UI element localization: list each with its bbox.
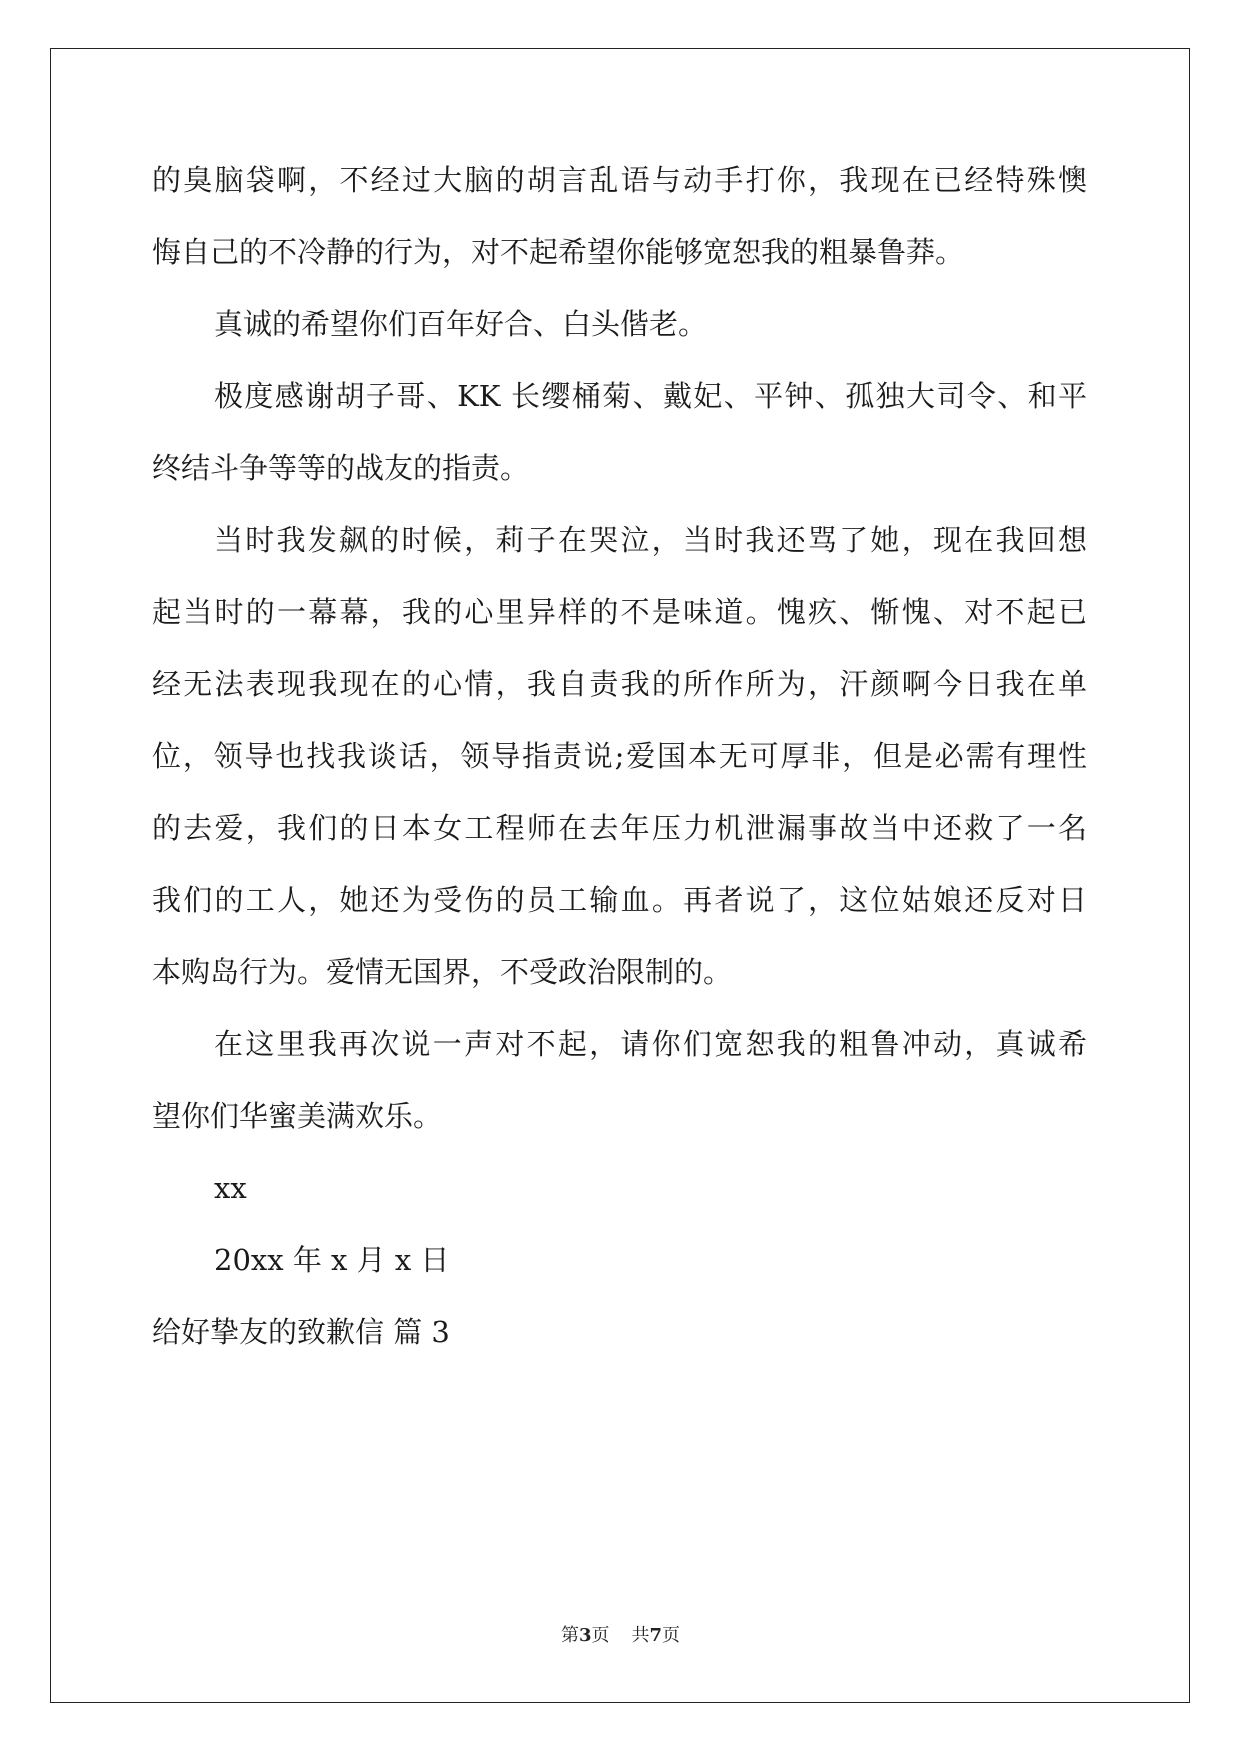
paragraph-5-line-1: 在这里我再次说一声对不起，请你们宽恕我的粗鲁冲动，真诚希 <box>214 1027 1087 1061</box>
footer-page-prefix: 第 <box>560 1625 579 1646</box>
paragraph-4-line-4: 位，领导也找我谈话，领导指责说;爱国本无可厚非，但是必需有理性 <box>152 739 1087 773</box>
paragraph-4-line-6: 我们的工人，她还为受伤的员工输血。再者说了，这位姑娘还反对日 <box>152 883 1087 917</box>
footer-page-suffix: 页 <box>591 1625 610 1646</box>
page-footer <box>0 1621 1241 1647</box>
paragraph-4-line-7: 本购岛行为。爱情无国界，不受政治限制的。 <box>152 955 733 989</box>
paragraph-3-line-2: 终结斗争等等的战友的指责。 <box>152 451 530 485</box>
section-heading: 给好挚友的致歉信 篇 3 <box>152 1315 450 1349</box>
paragraph-4-line-1: 当时我发飙的时候，莉子在哭泣，当时我还骂了她，现在我回想 <box>214 523 1087 557</box>
page-border <box>50 48 1190 1703</box>
paragraph-3-line-1: 极度感谢胡子哥、KK 长缨桶菊、戴妃、平钟、孤独大司令、和平 <box>214 379 1087 413</box>
paragraph-4-line-2: 起当时的一幕幕，我的心里异样的不是味道。愧疚、惭愧、对不起已 <box>152 595 1087 629</box>
paragraph-5-line-2: 望你们华蜜美满欢乐。 <box>152 1099 443 1133</box>
paragraph-1-line-2: 悔自己的不冷静的行为，对不起希望你能够宽恕我的粗暴鲁莽。 <box>152 235 965 269</box>
paragraph-4-line-3: 经无法表现我现在的心情，我自责我的所作所为，汗颜啊今日我在单 <box>152 667 1087 701</box>
paragraph-4-line-5: 的去爱，我们的日本女工程师在去年压力机泄漏事故当中还救了一名 <box>152 811 1087 845</box>
footer-total-number: 7 <box>649 1625 663 1646</box>
signature: xx <box>214 1171 247 1205</box>
paragraph-2-line-1: 真诚的希望你们百年好合、白头偕老。 <box>214 307 708 341</box>
paragraph-1-line-1: 的臭脑袋啊，不经过大脑的胡言乱语与动手打你，我现在已经特殊懊 <box>152 163 1087 197</box>
letter-date: 20xx 年 x 月 x 日 <box>214 1243 450 1277</box>
footer-total-prefix: 共 <box>631 1625 650 1646</box>
footer-page-number: 3 <box>578 1625 592 1646</box>
footer-total-suffix: 页 <box>662 1625 681 1646</box>
